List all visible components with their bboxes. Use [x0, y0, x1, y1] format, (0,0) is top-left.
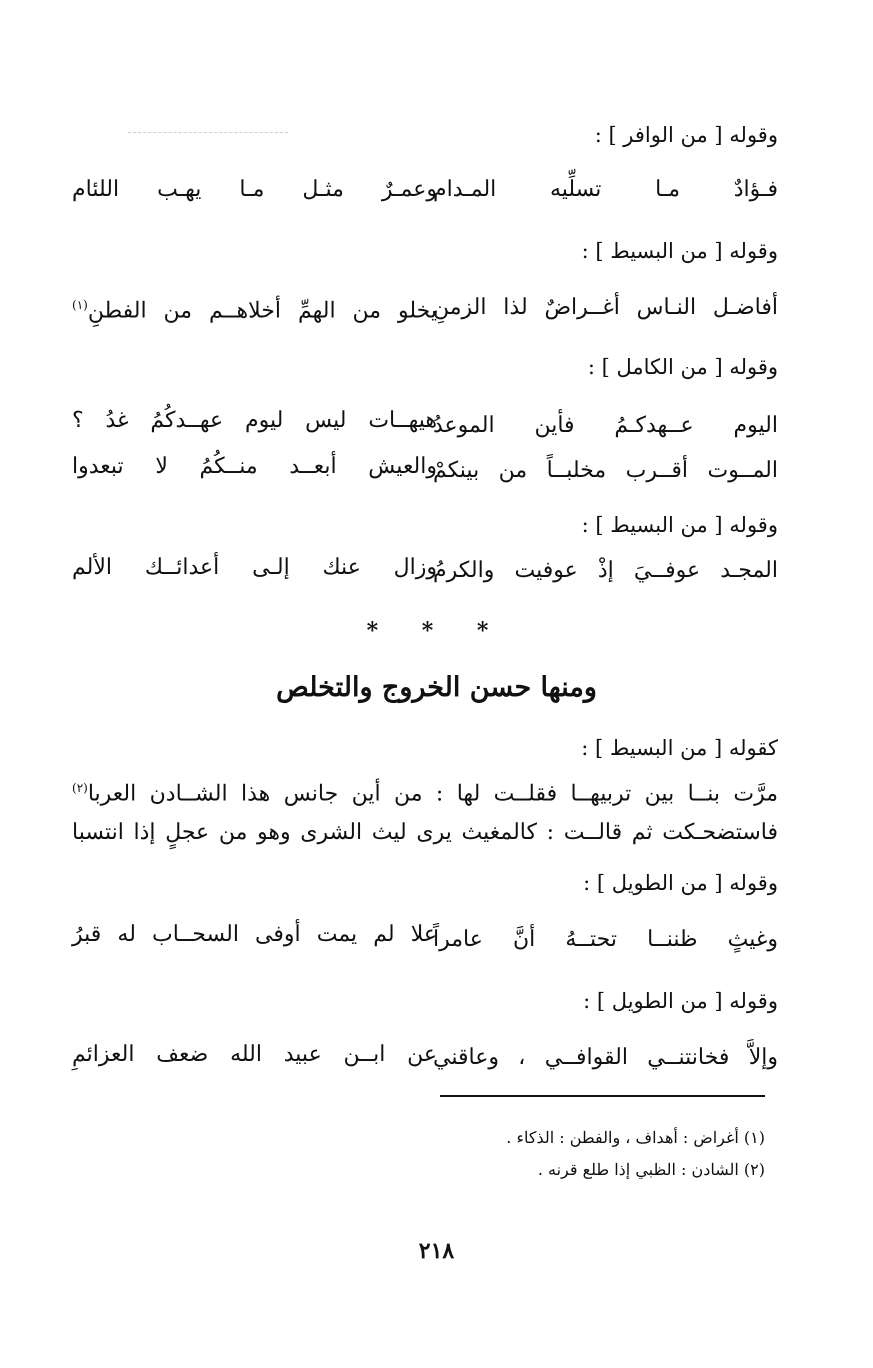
prose-line-2: فاستضحـكت ثم قالــت : كالمغيث يرى ليث الشرى وهو من عجلٍ إذا انتسبا	[72, 820, 778, 845]
verse-2-first-hemistich: أفاضـل النـاس أغــراضٌ لذا الزمنِ	[433, 295, 778, 320]
meter-intro-basit-1: وقوله [ من البسيط ] :	[581, 239, 778, 263]
verse-4-second-hemistich: والعيش أبعــد منــكُمُ لا تبعدوا	[72, 454, 437, 479]
meter-intro-tawil-2: وقوله [ من الطويل ] :	[583, 989, 778, 1013]
verse-5-first-hemistich: المجـد عوفــيَ إذْ عوفيت والكرمُ	[433, 558, 778, 583]
meter-intro-kamil: وقوله [ من الكامل ] :	[587, 355, 778, 379]
meter-intro-basit-3: كقوله [ من البسيط ] :	[581, 736, 778, 760]
verse-4-first-hemistich: المــوت أقــرب مخلبــاً من بينكمْ	[433, 458, 778, 483]
prose-line-1	[72, 773, 778, 809]
meter-intro-wafir: وقوله [ من الوافر ] :	[594, 123, 778, 147]
verse-7-first-hemistich: وإلاَّ فخانتنــي القوافــي ، وعاقني	[433, 1045, 778, 1070]
section-separator: * * *	[366, 618, 507, 644]
verse-1-second-hemistich: وعمـرٌ مثـل مـا يهـب اللئام	[72, 177, 437, 202]
verse-6-first-hemistich: وغيثٍ ظننــا تحتــهُ أنَّ عامراً	[433, 927, 778, 952]
section-heading: ومنها حسن الخروج والتخلص	[276, 672, 597, 703]
footnote-ref-2: (٢)	[72, 781, 88, 795]
prose-line-1-text: مرَّت بنــا بين تربيهــا فقلــت لها : من أين جانس هذا الشــادن العربا	[87, 781, 778, 807]
verse-3-first-hemistich: اليوم عــهدكـمُ فأين الموعدُ	[433, 413, 778, 438]
meter-intro-basit-2: وقوله [ من البسيط ] :	[581, 513, 778, 537]
footnote-2: (٢) الشادن : الظبي إذا طلع قرنه .	[537, 1160, 765, 1179]
verse-2-second-hemistich	[72, 290, 437, 326]
verse-3-second-hemistich: هيهــات ليس ليوم عهــدكُمُ غدُ ؟	[72, 408, 437, 433]
verse-7-second-hemistich: عن ابــن عبيد الله ضعف العزائمِ	[72, 1042, 437, 1067]
meter-intro-tawil-1: وقوله [ من الطويل ] :	[583, 871, 778, 895]
verse-5-second-hemistich: وزال عنك إلـى أعدائــك الألم	[72, 555, 437, 580]
verse-6-second-hemistich: علا لم يمت أوفى السحــاب له قبرُ	[72, 922, 437, 947]
footnote-divider	[440, 1095, 765, 1097]
page-number: ٢١٨	[418, 1238, 455, 1264]
scan-artifact	[128, 132, 288, 133]
footnote-1: (١) أغراض : أهداف ، والفطن : الذكاء .	[506, 1128, 765, 1147]
footnote-ref-1: (١)	[72, 298, 88, 312]
verse-1-first-hemistich: فـؤادٌ مـا تسلِّيه المـدام	[433, 177, 778, 202]
verse-2-second-hemistich-text: يخلو من الهمِّ أخلاهــم من الفطنِ	[87, 298, 437, 324]
